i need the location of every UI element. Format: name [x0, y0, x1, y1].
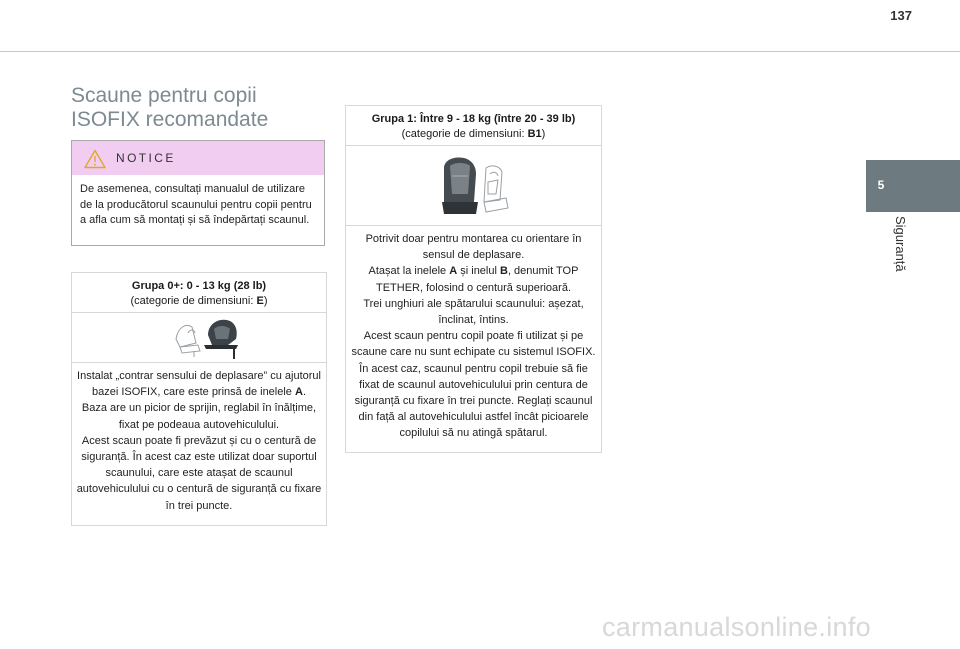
group1-paragraph: Potrivit doar pentru montarea cu orientare în sensul de deplasare.: [365, 233, 582, 262]
group0-card: [71, 272, 327, 526]
group0-header: [72, 273, 326, 312]
group1-paragraph: Trei unghiuri ale spătarului scaunului: așezat, înclinat, întins.: [363, 297, 584, 327]
section-title: [71, 84, 331, 132]
header-divider: [0, 51, 960, 52]
group0-subheading: (categorie de dimensiuni: E): [130, 295, 268, 307]
group1-paragraph: Atașat la inelele A și inelul B, denumit TOP TETHER, folosind o centură superioară.: [368, 265, 579, 294]
group1-paragraph: Acest scaun pentru copil poate fi utilizat și pe scaune care nu sunt echipate cu sistemul ISOFIX. În acest caz, scaunul pentru copil trebuie să fie fixat de scaunul autovehiculului prin centura de siguranță cu fixare în trei puncte. Reglați scaunul din față al autovehiculului astfel încât picioarele copilului să nu atingă spătarul.: [351, 330, 596, 440]
group0-heading: Grupa 0+: 0 - 13 kg (28 lb): [131, 280, 267, 292]
group0-seat-illustration: [72, 313, 326, 362]
chapter-number: 5: [877, 178, 885, 192]
watermark: carmanualsonline.info: [602, 612, 871, 642]
group1-heading: Grupa 1: Între 9 - 18 kg (între 20 - 39 lb): [371, 113, 576, 125]
notice-text: De asemenea, consultați manualul de utilizare de la producătorul scaunului pentru copii pentru a afla cum să montați și să îndepărtați scaunul.: [80, 183, 312, 226]
section-title-line1: Scaune pentru copii: [71, 84, 257, 107]
notice-title: NOTICE: [116, 151, 176, 165]
group1-card: [345, 105, 602, 453]
section-title-line2: ISOFIX recomandate: [71, 108, 269, 131]
page-number: 137: [890, 8, 912, 23]
group0-paragraph: Acest scaun poate fi prevăzut și cu o centură de siguranță. În acest caz este utilizat doar suportul scaunului, care este atașat de scaunul autovehiculului cu o centură de siguranță cu fixare în trei puncte.: [76, 434, 322, 512]
group1-description: [346, 226, 601, 442]
notice-box: [71, 140, 325, 246]
chapter-label: Siguranță: [893, 216, 908, 272]
group1-header: [346, 106, 601, 145]
group0-paragraph: Instalat „contrar sensului de deplasare” cu ajutorul bazei ISOFIX, care este prinsă de inelele A.: [77, 370, 321, 399]
group1-seat-illustration: [346, 146, 601, 225]
warning-triangle-icon: [84, 149, 106, 169]
notice-header: [72, 141, 324, 175]
group0-description: [72, 363, 326, 514]
group0-paragraph: Baza are un picior de sprijin, reglabil în înălțime, fixat pe podeaua autovehiculului.: [81, 402, 317, 431]
group1-subheading: (categorie de dimensiuni: B1): [401, 128, 546, 140]
